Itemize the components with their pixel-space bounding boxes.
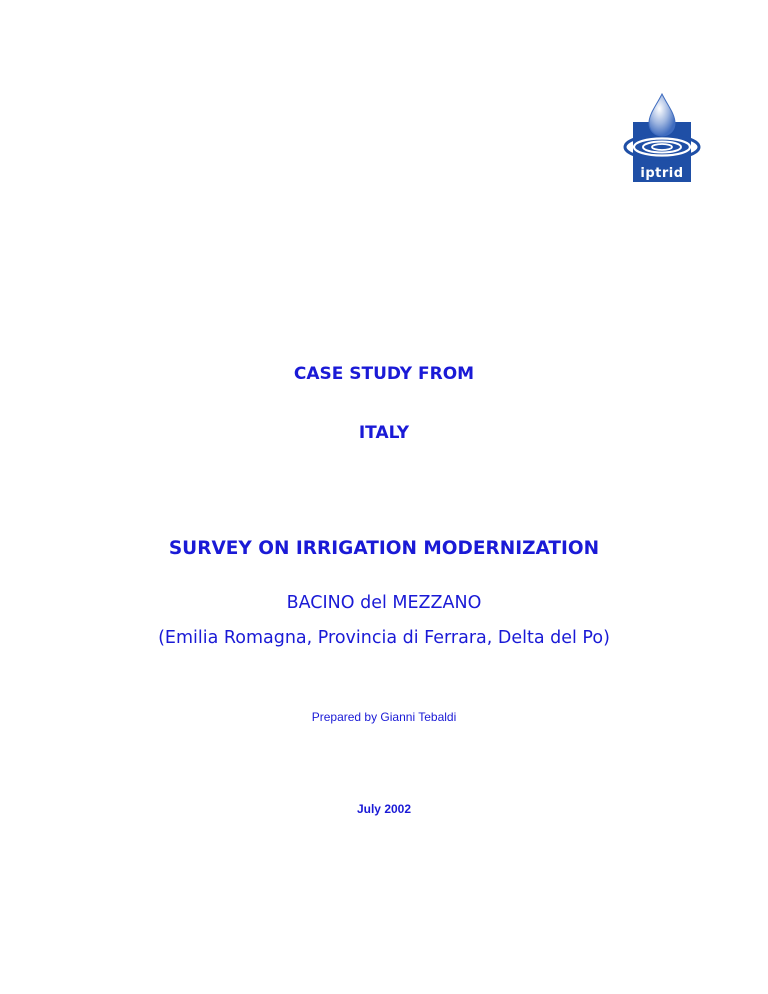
case-study-heading: CASE STUDY FROM bbox=[293, 364, 475, 384]
iptrid-logo bbox=[623, 92, 701, 184]
logo-wordmark: iptrid bbox=[640, 166, 684, 181]
basin-name: BACINO del MEZZANO bbox=[286, 593, 482, 613]
survey-title: SURVEY ON IRRIGATION MODERNIZATION bbox=[168, 538, 600, 559]
basin-location: (Emilia Romagna, Provincia di Ferrara, Delta del Po) bbox=[158, 628, 610, 648]
author-line: Prepared by Gianni Tebaldi bbox=[311, 710, 457, 724]
publication-date: July 2002 bbox=[356, 802, 412, 816]
country-heading: ITALY bbox=[358, 423, 410, 443]
